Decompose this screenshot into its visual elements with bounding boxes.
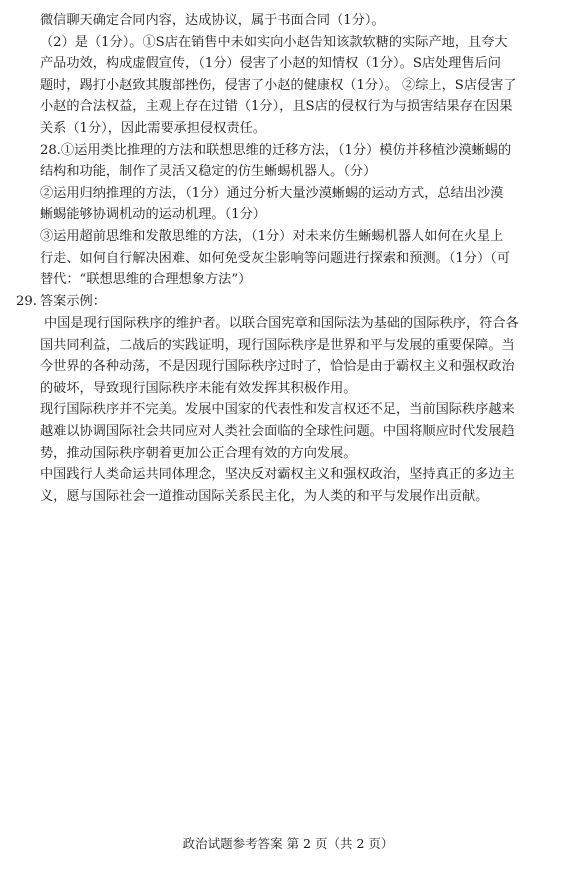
text-line: 关系（1分），因此需要承担侵权责任。	[40, 120, 266, 136]
text-line: 越难以协调国际社会共同应对人类社会面临的全球性问题。中国将顺应时代发展趋	[40, 423, 515, 439]
text-line: 中国践行人类命运共同体理念，坚决反对霸权主义和强权政治，坚持真正的多边主	[40, 467, 515, 483]
question-29-heading	[40, 291, 552, 313]
text-line: 小赵的合法权益，主观上存在过错（1分），且S店的侵权行为与损害结果存在因果	[40, 99, 513, 115]
answer-example-label: 答案示例：	[40, 294, 106, 309]
text-line: ③运用超前思维和发散思维的方法，（1分）对未来仿生蜥蜴机器人如何在火星上	[40, 228, 504, 244]
text-line: 行走、如何自行解决困难、如何免受灰尘影响等问题进行探索和预测。（1分）（可	[40, 250, 510, 266]
text-line: ②运用归纳推理的方法，（1分）通过分析大量沙漠蜥蜴的运动方式，总结出沙漠	[40, 185, 504, 201]
question-29-number: 29.	[16, 294, 37, 309]
text-line: 现行国际秩序并不完美。发展中国家的代表性和发言权还不足，当前国际秩序越来	[40, 402, 515, 418]
text-line: （2）是（1分）。①S店在销售中未如实向小赵告知该款软糖的实际产地，且夸大	[40, 34, 508, 50]
text-line: 结构和功能，制作了灵活又稳定的仿生蜥蜴机器人。（分）	[40, 164, 377, 180]
text-line: 义，愿与国际社会一道推动国际关系民主化，为人类的和平与发展作出贡献。	[40, 488, 489, 504]
text-line: 中国是现行国际秩序的维护者。以联合国宪章和国际法为基础的国际秩序，符合各	[44, 316, 519, 331]
text-line: 蜥蜴能够协调机动的运动机理。（1分）	[40, 207, 266, 223]
text-line: 微信聊天确定合同内容，达成协议，属于书面合同（1分）。	[40, 13, 385, 28]
text-line: 国共同利益，二战后的实践证明，现行国际秩序是世界和平与发展的重要保障。当	[40, 337, 515, 353]
text-line: 替代：“联想思维的合理想象方法”）	[40, 272, 252, 288]
text-line: 今世界的各种动荡，不是因现行国际秩序过时了，恰恰是由于霸权主义和强权政治	[40, 359, 515, 375]
text-line: 28.①运用类比推理的方法和联想思维的迁移方法，（1分）模仿并移植沙漠蜥蜴的	[40, 142, 512, 158]
page-footer: 政治试题参考答案 第 2 页（共 2 页）	[182, 836, 394, 851]
text-line: 题时，踢打小赵致其腹部挫伤，侵害了小赵的健康权（1分）。 ②综上，S店侵害了	[40, 77, 517, 93]
text-line: 产品功效，构成虚假宣传，（1分）侵害了小赵的知情权（1分）。S店处理售后问	[40, 56, 501, 72]
text-line: 势，推动国际秩序朝着更加公正合理有效的方向发展。	[40, 445, 357, 461]
answer-text-upper	[40, 10, 552, 291]
text-line: 的破坏，导致现行国际秩序未能有效发挥其积极作用。	[40, 380, 357, 396]
answer-text-q29	[40, 313, 556, 507]
